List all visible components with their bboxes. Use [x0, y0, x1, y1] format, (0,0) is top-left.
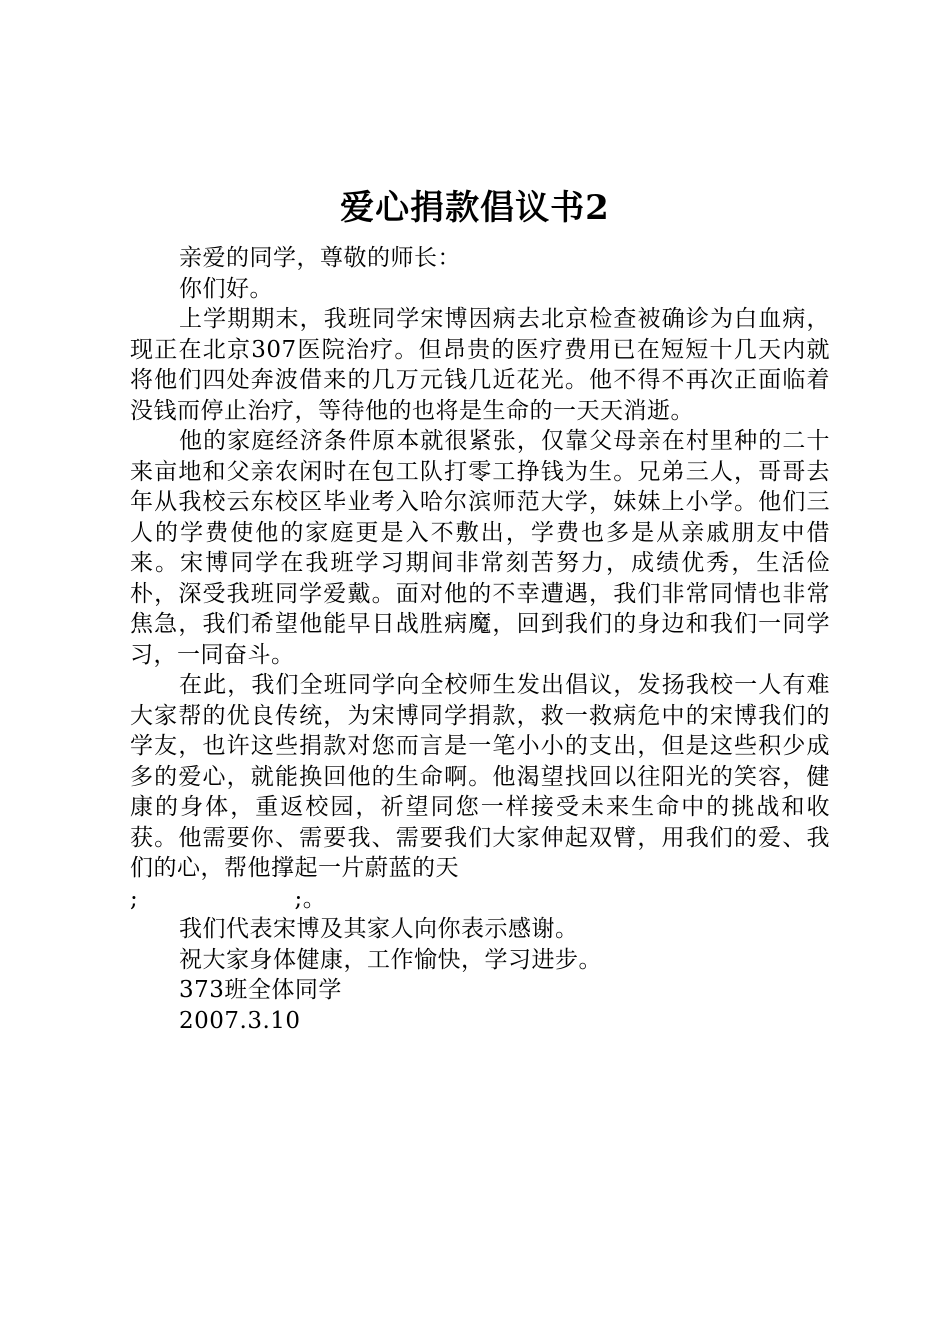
document-title: 爱心捐款倡议书2 [340, 188, 610, 228]
date: 2007.3.10 [179, 1007, 301, 1034]
document-body [130, 243, 830, 1036]
paragraph-3: 在此，我们全班同学向全校师生发出倡议，发扬我校一人有难大家帮的优良传统，为宋博同学捐款，救一救病危中的宋博我们的学友，也许这些捐款对您而言是一笔小小的支出，但是这些积少成多的爱心，就能换回他的生命啊。他渴望找回以往阳光的笑容，健康的身体，重返校园，祈望同您一样接受未来生命中的挑战和收获。他需要你、需要我、需要我们大家伸起双臂，用我们的爱、我们的心，帮他撑起一片蔚蓝的天 [130, 672, 830, 881]
stray-punctuation-line: ; ;。 [130, 885, 327, 912]
thanks-line: 我们代表宋博及其家人向你表示感谢。 [179, 916, 579, 942]
greeting: 你们好。 [179, 275, 273, 302]
wishes-line: 祝大家身体健康，工作愉快，学习进步。 [179, 946, 602, 973]
signature: 373班全体同学 [179, 977, 342, 1003]
paragraph-2: 他的家庭经济条件原本就很紧张，仅靠父母亲在村里种的二十来亩地和父亲农闲时在包工队打零工挣钱为生。兄弟三人，哥哥去年从我校云东校区毕业考入哈尔滨师范大学，妹妹上小学。他们三人的学费使他的家庭更是入不敷出，学费也多是从亲戚朋友中借来。宋博同学在我班学习期间非常刻苦努力，成绩优秀，生活俭朴，深受我班同学爱戴。面对他的不幸遭遇，我们非常同情也非常焦急，我们希望他能早日战胜病魔，回到我们的身边和我们一同学习，一同奋斗。 [130, 428, 830, 668]
paragraph-1: 上学期期末，我班同学宋博因病去北京检查被确诊为白血病，现正在北京307医院治疗。但昂贵的医疗费用已在短短十几天内就将他们四处奔波借来的几万元钱几近花光。他不得不再次正面临着没钱而停止治疗，等待他的也将是生命的一天天消逝。 [130, 306, 830, 424]
salutation: 亲爱的同学，尊敬的师长： [179, 245, 461, 271]
